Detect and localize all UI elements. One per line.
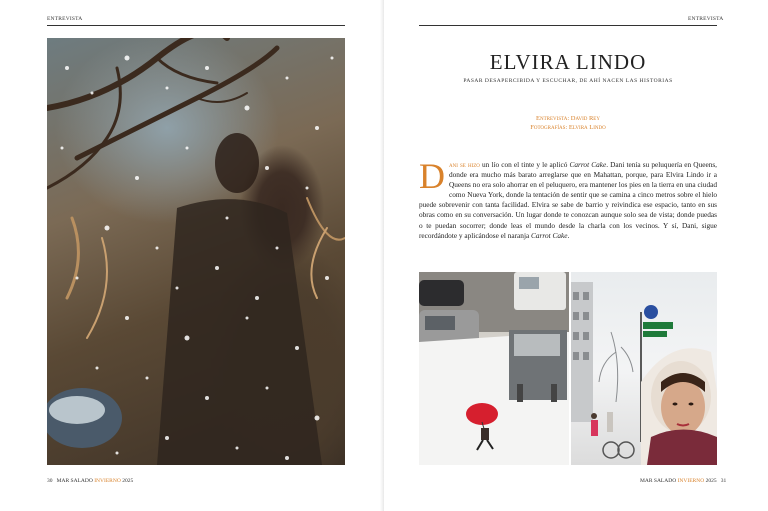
footer-left <box>47 478 133 484</box>
publication-name-right: MAR SALADO <box>640 478 677 484</box>
section-label-right: ENTREVISTA <box>688 16 724 22</box>
body-part-1: un lío con el tinte y le aplicó <box>479 160 570 169</box>
lead-in: ani se hizo <box>449 160 480 169</box>
year-right: 2025 <box>705 478 717 484</box>
portrait-snow-illustration <box>571 272 717 465</box>
body-part-3: . <box>567 230 570 240</box>
credits-block <box>419 114 717 132</box>
photo-credit: Fotografías: Elvira Lindo <box>530 124 606 131</box>
dropcap-letter: D <box>419 156 445 196</box>
article-subtitle: PASAR DESAPERCIBIDA Y ESCUCHAR, DE AHÍ NACEN LAS HISTORIAS <box>463 78 673 84</box>
year-left: 2025 <box>122 478 134 484</box>
street-snow-photo <box>419 272 569 465</box>
body-part-2: . Dani tenía su peluquería en Queens, donde era mucho más barato arreglarse que en Mahattan, porque, para Elvira Lindo ir a Queens no era solo ahorrar en el peluquero, era mantener los pies en la tierra en una ciudad como Nueva York, donde la tentación de sentir que se camina a cinco metros sobre el hielo puede sobrevenir con tanta facilidad. Elvira se sabe de barrio y reivindica ese espacio, tanto en sus obras como en su conversación. Un lugar donde te conozcan aunque solo sea de vista; donde puedas o te puedan socorrer; donde leas el mundo desde la charla con los vecinos. Y sí, Dani, sigue recordándote y aplicándose el naranja <box>419 160 718 240</box>
snow-reflection-illustration <box>47 38 345 465</box>
season-right: INVIERNO <box>677 478 705 484</box>
section-label-left: ENTREVISTA <box>47 16 83 22</box>
street-snow-illustration <box>419 272 569 465</box>
season-left: INVIERNO <box>94 478 121 484</box>
body-italic-2: Carrot Cake <box>531 230 568 240</box>
interview-credit: Entrevista: David Rey <box>536 115 600 122</box>
publication-name-left: MAR SALADO <box>56 478 93 484</box>
header-rule-right <box>419 25 717 26</box>
portrait-snow-photo <box>571 272 717 465</box>
header-rule-left <box>47 25 345 26</box>
footer-right <box>640 478 726 484</box>
page-number-right: 31 <box>720 478 727 484</box>
article-body <box>419 156 718 241</box>
snow-reflection-photo <box>47 38 345 465</box>
page-number-left: 30 <box>47 478 53 484</box>
body-italic-1: Carrot Cake <box>569 160 607 169</box>
article-title: ELVIRA LINDO <box>489 50 647 74</box>
